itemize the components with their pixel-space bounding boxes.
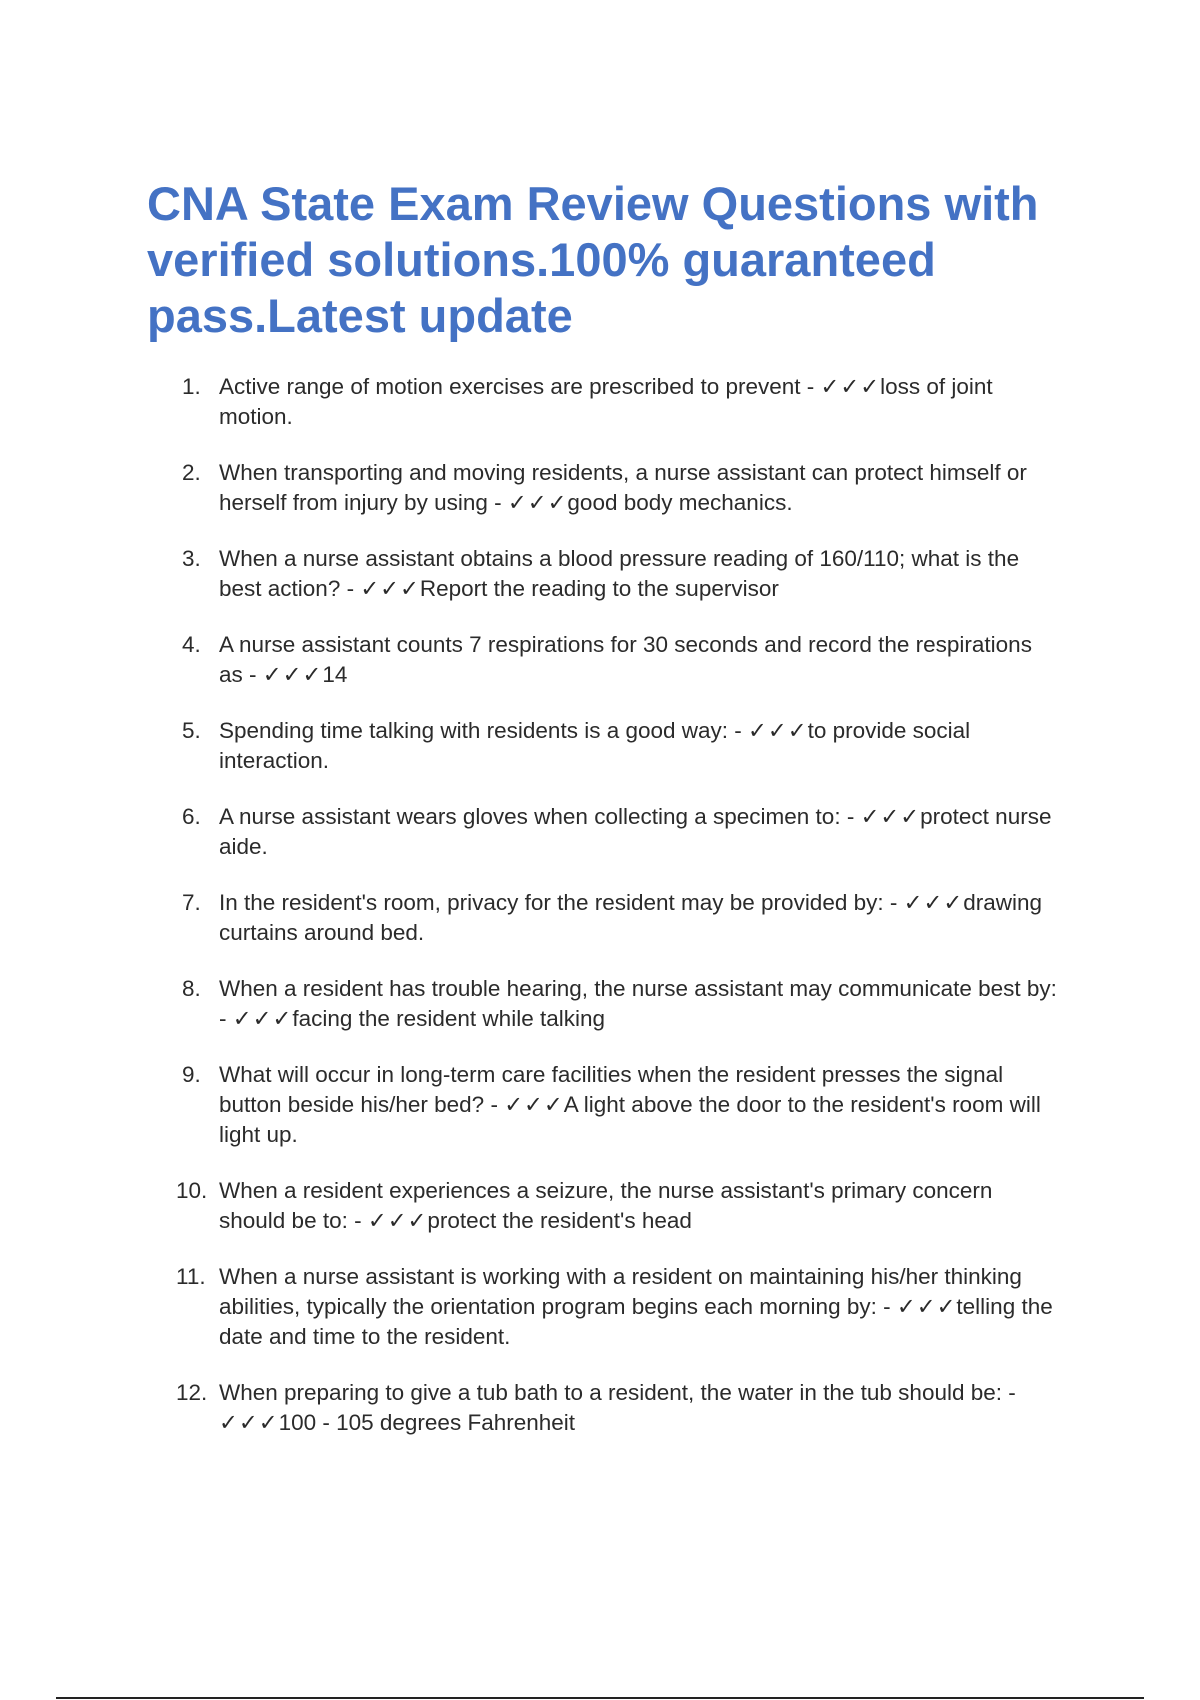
check-icon: ✓✓✓ [219,1410,279,1435]
page-divider [56,1697,1144,1699]
answer-text: to provide social interaction. [219,718,971,773]
list-item [178,888,1058,948]
question-text: When preparing to give a tub bath to a resident, the water in the tub should be: - [219,1380,1016,1405]
question-text: When transporting and moving residents, a nurse assistant can protect himself or herself from injury by using - [219,460,1027,515]
question-text: When a nurse assistant is working with a resident on maintaining his/her thinking abilities, typically the orientation program begins each morning by: - [219,1264,1022,1319]
question-text: What will occur in long-term care facilities when the resident presses the signal button beside his/her bed? - [219,1062,1004,1117]
list-item [178,802,1058,862]
page-title: CNA State Exam Review Questions with verified solutions.100% guaranteed pass.Latest update [147,177,1039,342]
list-item [178,974,1058,1034]
check-icon: ✓✓✓ [748,718,808,743]
question-text: When a resident experiences a seizure, the nurse assistant's primary concern should be to: - [219,1178,993,1233]
list-item [178,458,1058,518]
question-text: Spending time talking with residents is a good way: - [219,718,749,743]
answer-text: drawing curtains around bed. [219,890,1042,945]
answer-text: protect the resident's head [427,1208,692,1233]
item-number: 4. [182,632,201,657]
check-icon: ✓✓✓ [262,662,323,687]
answer-text: telling the date and time to the resident. [219,1294,1053,1349]
item-number: 9. [182,1062,201,1087]
list-item [178,544,1058,604]
item-number: 5. [182,718,201,743]
check-icon: ✓✓✓ [360,576,420,601]
answer-text: 14 [322,662,348,687]
item-number: 3. [182,546,201,571]
item-number: 8. [182,976,201,1001]
item-number: 1. [182,374,201,399]
answer-text: facing the resident while talking [292,1006,605,1031]
check-icon: ✓✓✓ [820,374,881,399]
question-text: In the resident's room, privacy for the resident may be provided by: - [219,890,904,915]
answer-text: Report the reading to the supervisor [419,576,779,601]
check-icon: ✓✓✓ [232,1006,293,1031]
check-icon: ✓✓✓ [860,804,921,829]
question-text: When a resident has trouble hearing, the nurse assistant may communicate best by: - [219,976,1057,1031]
check-icon: ✓✓✓ [903,890,964,915]
item-number: 7. [182,890,201,915]
item-number: 12. [176,1380,208,1405]
item-number: 2. [182,460,201,485]
question-text: A nurse assistant wears gloves when collecting a specimen to: - [219,804,861,829]
answer-text: protect nurse aide. [219,804,1052,859]
question-text: A nurse assistant counts 7 respirations for 30 seconds and record the respirations as - [219,632,1032,687]
list-item [178,1262,1058,1352]
answer-text: good body mechanics. [567,490,793,515]
item-number: 10. [176,1178,208,1203]
answer-text: A light above the door to the resident's room will light up. [219,1092,1041,1147]
check-icon: ✓✓✓ [367,1208,428,1233]
check-icon: ✓✓✓ [507,490,568,515]
list-item [178,716,1058,776]
check-icon: ✓✓✓ [504,1092,564,1117]
question-text: Active range of motion exercises are prescribed to prevent - [219,374,821,399]
item-number: 11. [176,1264,206,1289]
list-item [178,372,1058,432]
question-text: When a nurse assistant obtains a blood pressure reading of 160/110; what is the best action? - [219,546,1020,601]
answer-text: loss of joint motion. [219,374,993,429]
question-list [178,372,1058,1464]
item-number: 6. [182,804,201,829]
list-item [178,630,1058,690]
list-item [178,1176,1058,1236]
check-icon: ✓✓✓ [896,1294,957,1319]
answer-text: 100 - 105 degrees Fahrenheit [278,1410,576,1435]
list-item [178,1378,1058,1438]
list-item [178,1060,1058,1150]
